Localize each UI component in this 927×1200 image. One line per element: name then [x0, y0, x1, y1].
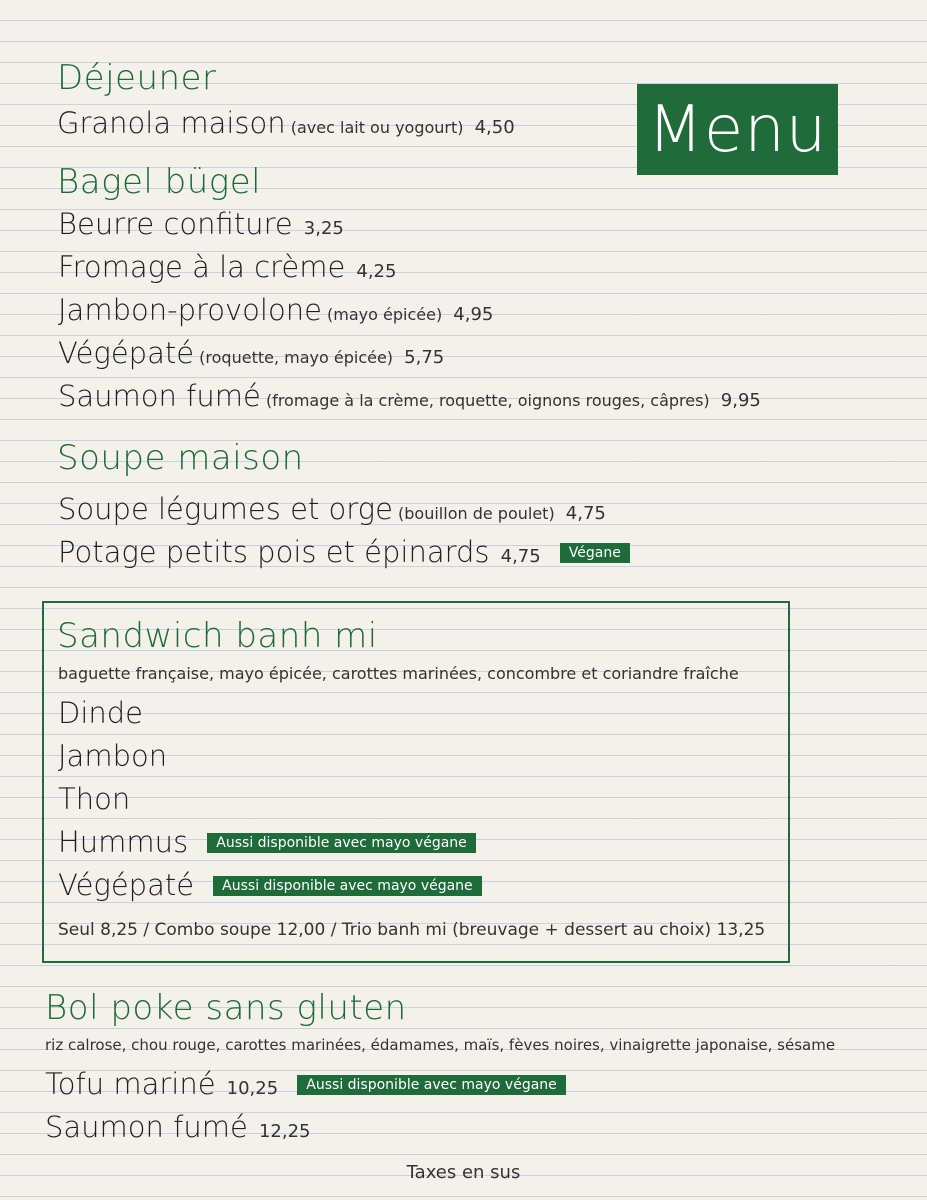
menu-title-box	[637, 84, 838, 175]
item-price: 5,75	[404, 347, 445, 368]
menu-item	[58, 825, 476, 859]
item-name: Végépaté	[58, 336, 195, 370]
item-name: Fromage à la crème	[58, 250, 346, 284]
item-name: Hummus	[58, 825, 189, 859]
item-note: (mayo épicée)	[327, 305, 443, 324]
item-name: Granola maison	[57, 106, 286, 140]
vegan-badge: Végane	[560, 543, 630, 563]
vegan-option-badge: Aussi disponible avec mayo végane	[213, 876, 482, 896]
item-name: Tofu mariné	[45, 1067, 216, 1101]
menu-item	[45, 1110, 310, 1144]
menu-item	[58, 293, 493, 327]
item-price: 4,95	[453, 304, 494, 325]
menu-title: Menu	[647, 92, 828, 167]
menu-item	[58, 250, 396, 284]
section-description: riz calrose, chou rouge, carottes marinées, édamames, maïs, fèves noires, vinaigrette japonaise, sésame	[45, 1036, 836, 1054]
banh-mi-pricing: Seul 8,25 / Combo soupe 12,00 / Trio banh mi (breuvage + dessert au choix) 13,25	[58, 920, 766, 940]
menu-item	[45, 1067, 566, 1101]
item-price: 10,25	[226, 1078, 279, 1099]
menu-item	[58, 782, 130, 816]
menu-item	[57, 106, 515, 140]
section-title-poke: Bol poke sans gluten	[45, 988, 407, 1028]
menu-item	[58, 739, 167, 773]
menu-item	[58, 535, 630, 569]
menu-item	[58, 696, 143, 730]
item-name: Saumon fumé	[58, 379, 261, 413]
section-title-bagel: Bagel bügel	[57, 162, 262, 202]
section-title-banh-mi: Sandwich banh mi	[57, 616, 378, 656]
item-name: Soupe légumes et orge	[58, 492, 393, 526]
item-price: 4,75	[565, 503, 606, 524]
item-name: Saumon fumé	[45, 1110, 248, 1144]
item-name: Jambon	[58, 739, 168, 773]
item-price: 12,25	[258, 1121, 311, 1142]
item-name: Végépaté	[58, 868, 195, 902]
section-description: baguette française, mayo épicée, carottes marinées, concombre et coriandre fraîche	[58, 664, 739, 683]
item-name: Beurre confiture	[58, 207, 293, 241]
item-price: 4,50	[474, 117, 515, 138]
item-price: 9,95	[720, 390, 761, 411]
menu-item	[58, 336, 444, 370]
item-note: (bouillon de poulet)	[398, 504, 555, 523]
menu-item	[58, 207, 344, 241]
item-price: 4,75	[500, 546, 541, 567]
menu-item	[58, 492, 606, 526]
footer-note: Taxes en sus	[406, 1162, 521, 1183]
menu-item	[58, 379, 761, 413]
section-title-dejeuner: Déjeuner	[57, 58, 217, 98]
item-note: (roquette, mayo épicée)	[199, 348, 394, 367]
item-name: Potage petits pois et épinards	[58, 535, 490, 569]
item-price: 3,25	[303, 218, 344, 239]
vegan-option-badge: Aussi disponible avec mayo végane	[297, 1075, 566, 1095]
vegan-option-badge: Aussi disponible avec mayo végane	[207, 833, 476, 853]
item-price: 4,25	[356, 261, 397, 282]
item-note: (fromage à la crème, roquette, oignons rouges, câpres)	[265, 391, 710, 410]
section-title-soupe: Soupe maison	[57, 438, 304, 478]
menu-item	[58, 868, 482, 902]
item-name: Jambon-provolone	[58, 293, 322, 327]
item-note: (avec lait ou yogourt)	[290, 118, 464, 137]
item-name: Dinde	[58, 696, 144, 730]
item-name: Thon	[58, 782, 131, 816]
